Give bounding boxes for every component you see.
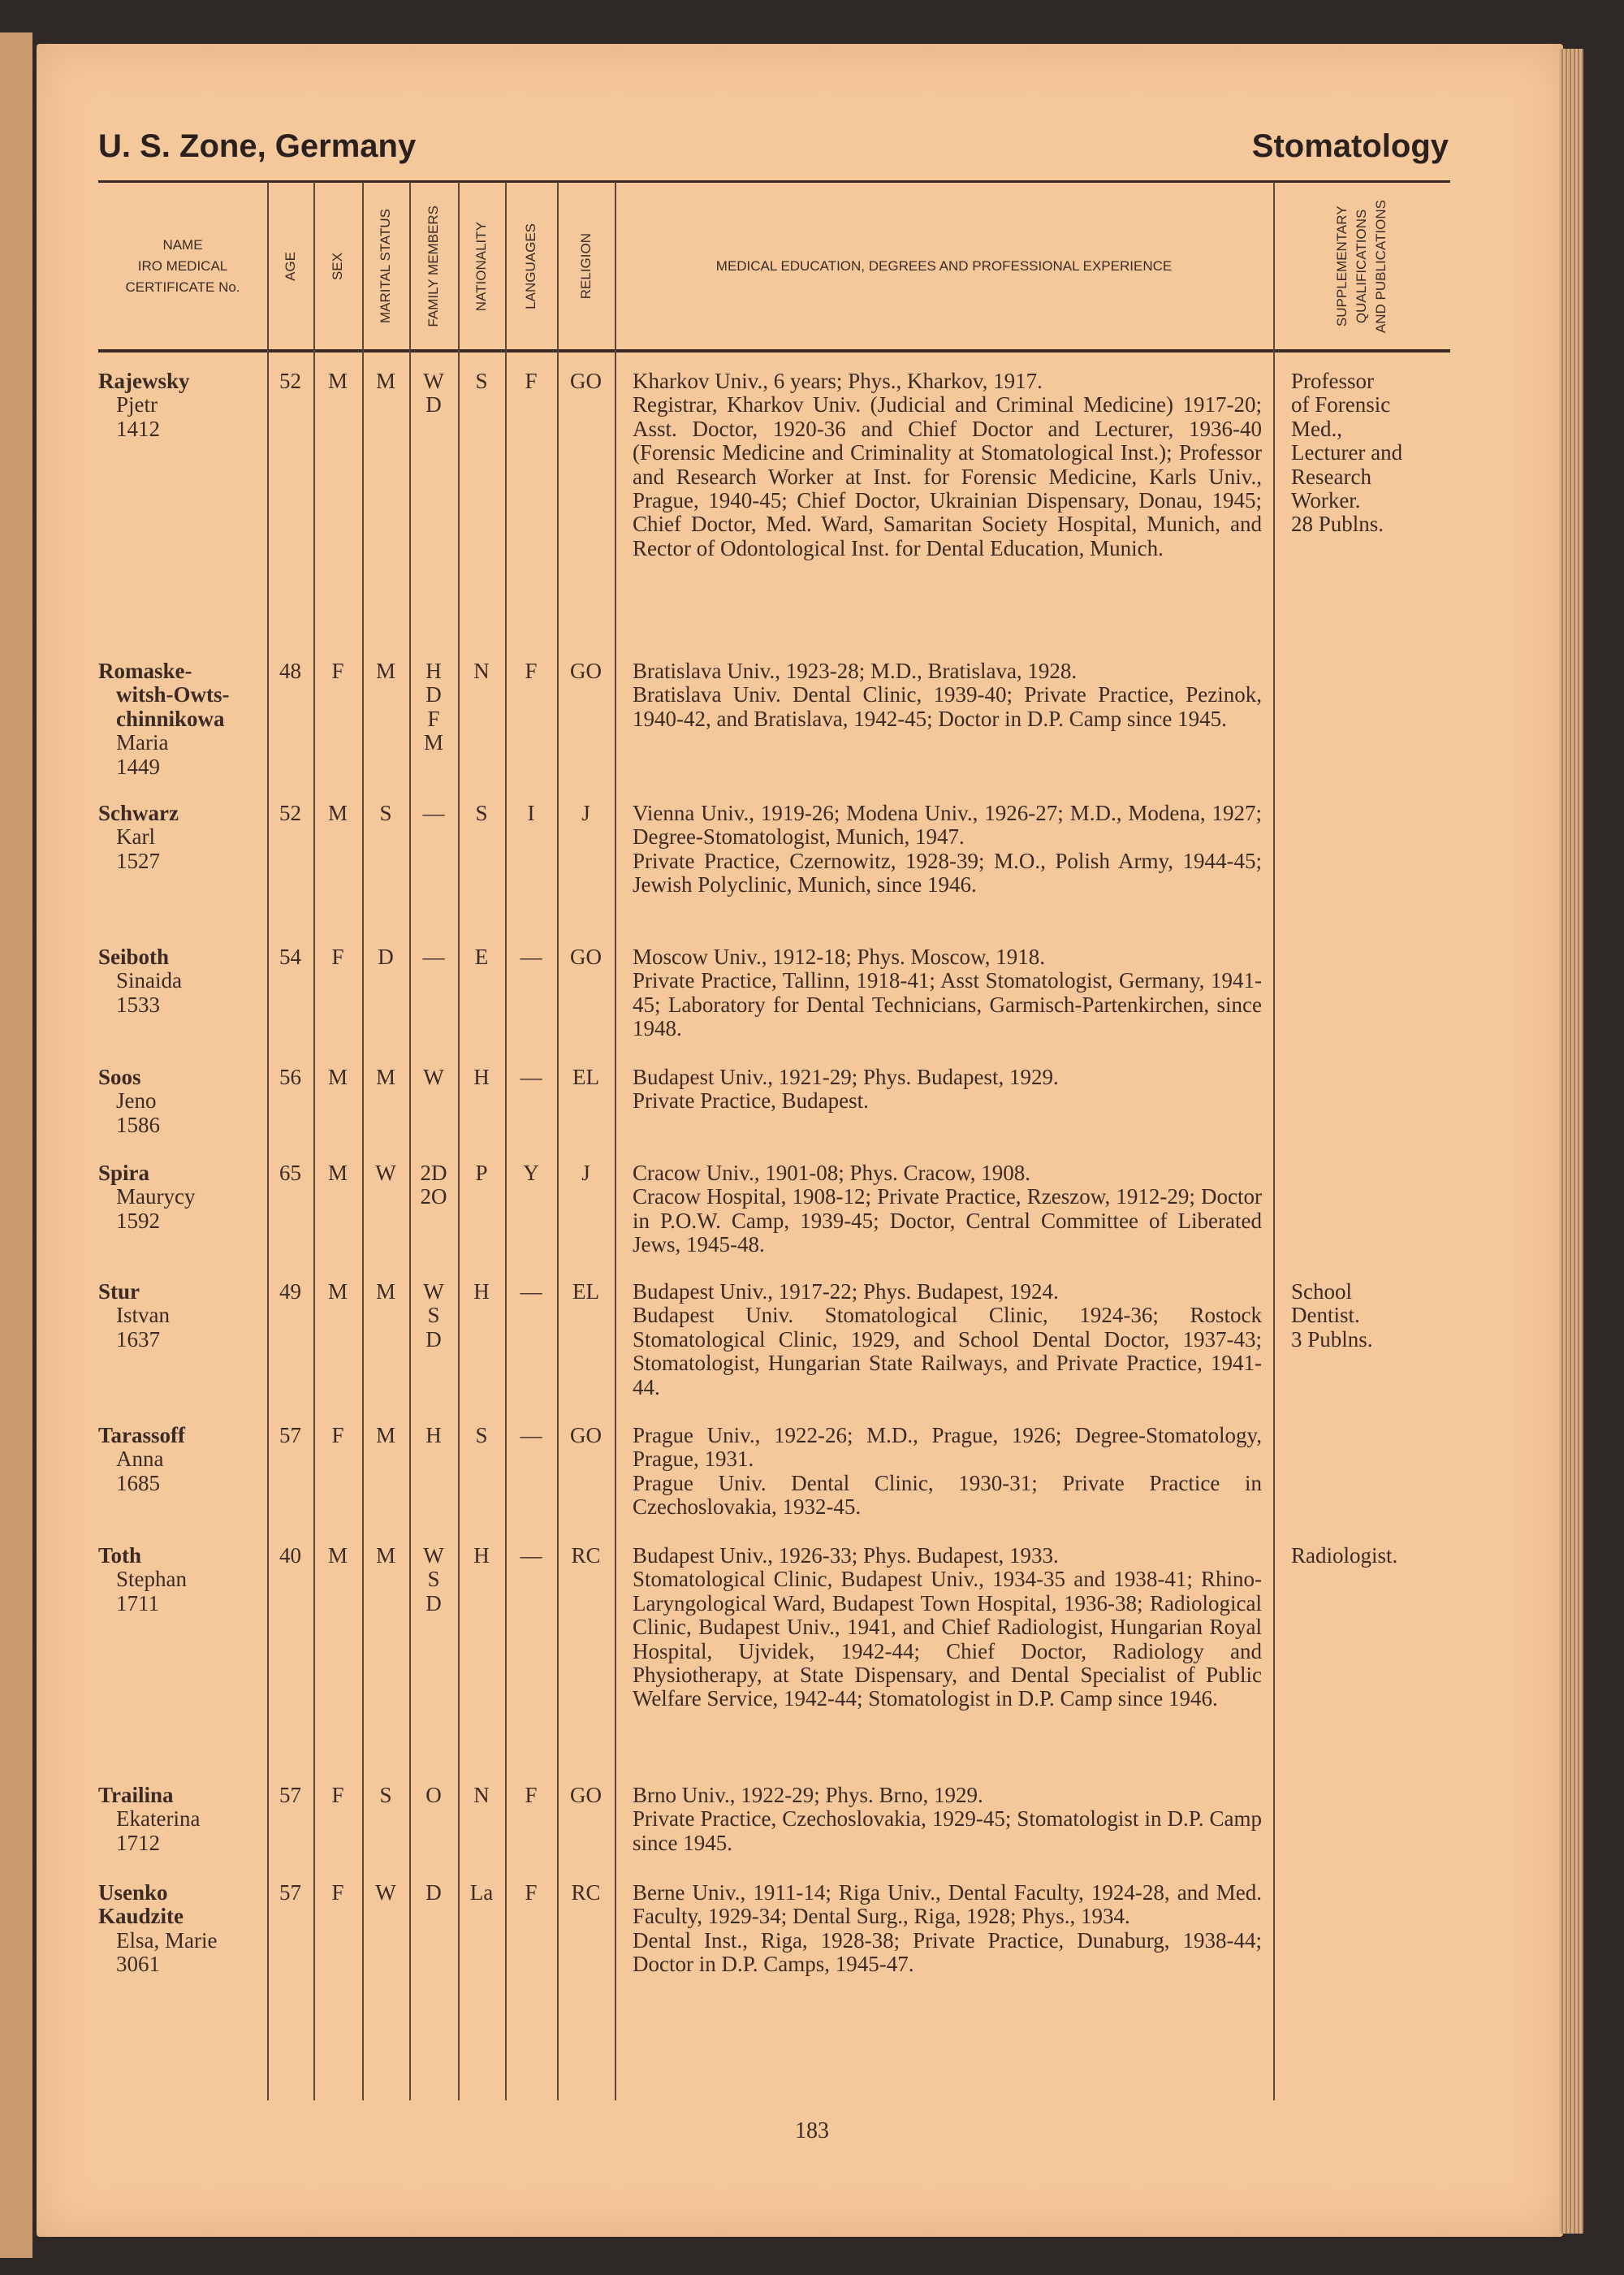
header-line: CERTIFICATE No. [125,279,240,295]
religion-cell: J [581,1161,590,1185]
surname-line: Romaske- [98,659,192,683]
supplementary-cell [1273,370,1450,560]
education-cell [615,1066,1273,1137]
nationality-cell: E [474,945,489,969]
surname-line: witsh-Owts- [116,682,230,707]
family-member: O [425,1783,442,1807]
supplementary-cell [1273,945,1450,1041]
table-row [98,1784,1450,1855]
languages-cell: F [525,659,538,683]
column-header-sex [313,184,362,349]
given-name: Ekaterina [116,1806,201,1832]
header-line: IRO MEDICAL [137,258,228,274]
religion-cell: EL [572,1065,599,1089]
family-member: F [427,706,440,731]
page-stack-edge [1559,49,1583,2234]
header-label: FAMILY MEMBERS [425,205,441,327]
column-header-marital-status [362,184,409,349]
education-paragraph: Brno Univ., 1922-29; Phys. Brno, 1929. [633,1783,983,1807]
family-members-cell [409,370,458,560]
education-paragraph: Budapest Univ., 1917-22; Phys. Budapest, 1924. [633,1279,1059,1304]
sex-cell: M [327,801,348,825]
column-header-education [615,184,1273,349]
certificate-number: 3061 [116,1952,160,1977]
age-cell: 52 [279,801,301,825]
sex-cell: F [331,1423,344,1447]
certificate-number: 1592 [116,1208,160,1233]
table-row [98,1424,1450,1520]
marital-status-cell: D [378,945,394,969]
marital-status-cell: M [375,369,395,393]
family-members-cell [409,945,458,1041]
given-name: Maurycy [116,1184,196,1209]
sex-cell: M [327,1161,348,1185]
supplementary-line: 28 Publns. [1291,512,1384,537]
supplementary-cell [1273,1066,1450,1137]
person-name-cell [98,1544,267,1711]
surname-line: Trailina [98,1783,174,1807]
languages-cell: — [520,1279,542,1304]
age-cell: 56 [279,1065,301,1089]
supplementary-line: Worker. [1291,488,1361,513]
table-row [98,1066,1450,1137]
education-paragraph: Kharkov Univ., 6 years; Phys., Kharkov, 1917. [633,369,1043,393]
education-cell [615,1280,1273,1399]
header-line: AND PUBLICATIONS [1373,199,1389,334]
header-line: QUALIFICATIONS [1354,209,1369,324]
person-name-cell [98,802,267,897]
given-name: Istvan [116,1303,170,1328]
marital-status-cell: S [379,1783,392,1807]
education-paragraph: Budapest Univ., 1926-33; Phys. Budapest, 1933. [633,1543,1059,1568]
supplementary-line: Research [1291,464,1371,489]
supplementary-cell [1273,802,1450,897]
sex-cell: M [327,1065,348,1089]
education-cell [615,370,1273,560]
given-name: Elsa, Marie [116,1927,218,1953]
age-cell: 48 [279,659,301,683]
nationality-cell: P [475,1161,488,1185]
family-member: M [423,730,443,755]
education-paragraph: Prague Univ., 1922-26; M.D., Prague, 1926; Degree-Stomatology, Prague, 1931. [633,1423,1262,1472]
education-paragraph: Budapest Univ. Stomatological Clinic, 1924-36; Rostock Stomatological Clinic, 1929, and School Dental Doctor, 1937-43; Stomatologist, Hungarian State Railways, and Private Practice, 1941-44. [633,1303,1262,1399]
person-name-cell [98,1161,267,1257]
supplementary-cell [1273,1161,1450,1257]
nationality-cell: H [473,1543,490,1568]
certificate-number: 1637 [116,1326,160,1352]
nationality-cell: S [475,369,488,393]
surname-line: Soos [98,1065,141,1089]
supplementary-line: Med., [1291,416,1342,441]
family-member: D [425,682,442,707]
marital-status-cell: M [375,1065,395,1089]
education-cell [615,1161,1273,1257]
surname-line: Spira [98,1161,150,1185]
surname-line: Usenko [98,1880,168,1905]
education-cell [615,1424,1273,1520]
column-header-nationality [458,184,505,349]
marital-status-cell: M [375,1423,395,1447]
age-cell: 40 [279,1543,301,1568]
table-row [98,1544,1450,1711]
table-row [98,660,1450,779]
languages-cell: — [520,945,542,969]
table-row [98,370,1450,560]
religion-cell: GO [570,945,602,969]
nationality-cell: S [475,1423,488,1447]
family-member: D [425,1880,442,1905]
certificate-number: 1449 [116,754,160,779]
header-label: RELIGION [577,233,594,300]
person-name-cell [98,1424,267,1520]
supplementary-line: 3 Publns. [1291,1326,1373,1352]
nationality-cell: S [475,801,488,825]
family-member: D [425,1326,442,1352]
header-label: LANGUAGES [523,223,538,309]
family-member: W [423,369,444,393]
education-paragraph: Bratislava Univ. Dental Clinic, 1939-40; Private Practice, Pezinok, 1940-42, and Bratislava, 1942-45; Doctor in D.P. Camp since 1945. [633,682,1262,731]
languages-cell: Y [523,1161,539,1185]
nationality-cell: H [473,1065,490,1089]
given-name: Anna [116,1447,164,1472]
education-cell [615,660,1273,779]
age-cell: 57 [279,1783,301,1807]
nationality-cell: N [473,659,490,683]
surname-line: Tarassoff [98,1423,186,1447]
running-header-left: U. S. Zone, Germany [98,128,417,164]
sex-cell: F [331,1880,344,1905]
family-members-cell [409,1066,458,1137]
person-name-cell [98,1280,267,1399]
surname-line: chinnikowa [116,706,225,731]
person-name-cell [98,660,267,779]
family-member: S [427,1567,440,1592]
education-paragraph: Dental Inst., Riga, 1928-38; Private Practice, Dunaburg, 1938-44; Doctor in D.P. Camps, 1945-47. [633,1927,1262,1977]
header-label: MARITAL STATUS [378,209,393,324]
education-paragraph: Prague Univ. Dental Clinic, 1930-31; Private Practice in Czechoslovakia, 1932-45. [633,1470,1262,1520]
header-line: NAME [162,237,203,253]
header-label: AGE [282,252,298,281]
given-name: Stephan [116,1567,187,1592]
education-paragraph: Stomatological Clinic, Budapest Univ., 1934-35 and 1938-41; Rhino-Laryngological Ward, Budapest Town Hospital, 1936-38; Radiological Clinic, Budapest Univ., 1941, and Chief Radiologist, Hungarian Royal Hospital, Ujvidek, 1942-44; Chief Doctor, Radiology and Physiotherapy, at State Dispensary, and Dental Specialist of Public Welfare Service, 1942-44; Stomatologist in D.P. Camp since 1946. [633,1567,1262,1711]
sex-cell: M [327,1543,348,1568]
header-label: SEX [330,252,345,281]
education-cell [615,945,1273,1041]
table-top-rule [98,180,1450,183]
education-cell [615,802,1273,897]
education-paragraph: Bratislava Univ., 1923-28; M.D., Bratislava, 1928. [633,659,1078,683]
education-paragraph: Budapest Univ., 1921-29; Phys. Budapest, 1929. [633,1065,1059,1089]
person-name-cell [98,1881,267,1977]
languages-cell: I [527,801,535,825]
sex-cell: F [331,1783,344,1807]
supplementary-line: School [1291,1279,1353,1304]
given-name: Karl [116,824,155,850]
age-cell: 57 [279,1880,301,1905]
supplementary-line: Dentist. [1291,1303,1360,1328]
religion-cell: EL [572,1279,599,1304]
education-paragraph: Private Practice, Budapest. [633,1088,869,1114]
table-row [98,1161,1450,1257]
family-members-cell [409,1544,458,1711]
religion-cell: RC [571,1880,601,1905]
religion-cell: GO [570,369,602,393]
supplementary-cell [1273,660,1450,779]
header-label [1332,200,1391,333]
family-members-cell [409,1280,458,1399]
family-member: H [425,659,442,683]
age-cell: 52 [279,369,301,393]
sex-cell: M [327,369,348,393]
languages-cell: F [525,369,538,393]
surname-line: Rajewsky [98,369,190,393]
education-paragraph: Private Practice, Czechoslovakia, 1929-45; Stomatologist in D.P. Camp since 1945. [633,1806,1262,1855]
certificate-number: 1527 [116,848,160,873]
column-header-age [267,184,313,349]
supplementary-line: Lecturer and [1291,440,1403,465]
given-name: Maria [116,730,169,755]
running-header-right: Stomatology [1251,128,1449,164]
education-cell [615,1784,1273,1855]
family-members-cell [409,1424,458,1520]
family-members-cell [409,1881,458,1977]
column-header-languages [505,184,557,349]
education-paragraph: Private Practice, Tallinn, 1918-41; Asst Stomatologist, Germany, 1941-45; Laboratory for Dental Technicians, Garmisch-Partenkirchen, since 1948. [633,968,1262,1041]
family-member: W [423,1065,444,1089]
surname-line: Toth [98,1543,142,1568]
table-row [98,1280,1450,1399]
supplementary-line: Radiologist. [1291,1543,1398,1568]
column-header-religion [557,184,615,349]
table-row [98,802,1450,897]
education-paragraph: Vienna Univ., 1919-26; Modena Univ., 1926-27; M.D., Modena, 1927; Degree-Stomatologist, Munich, 1947. [633,801,1262,850]
column-header-name [98,184,267,349]
education-cell [615,1544,1273,1711]
nationality-cell: La [469,1880,494,1905]
religion-cell: J [581,801,590,825]
supplementary-line: Professor [1291,369,1374,393]
education-cell [615,1881,1273,1977]
nationality-cell: N [473,1783,490,1807]
column-header-family-members [409,184,458,349]
education-paragraph: Private Practice, Czernowitz, 1928-39; M.O., Polish Army, 1944-45; Jewish Polyclinic, Munich, since 1946. [633,848,1262,897]
column-header-supplementary [1273,184,1450,349]
family-members-cell [409,802,458,897]
education-paragraph: Moscow Univ., 1912-18; Phys. Moscow, 1918. [633,945,1046,969]
education-paragraph: Registrar, Kharkov Univ. (Judicial and Criminal Medicine) 1917-20; Asst. Doctor, 1920-36 and Chief Doctor and Lecturer, 1936-40 (Forensic Medicine and Criminality at Stomatological Inst.); Professor and Research Worker at Inst. for Forensic Medicine, Karls Univ., Prague, 1940-45; Chief Doctor, Ukrainian Dispensary, Donau, 1945; Chief Doctor, Med. Ward, Samaritan Society Hospital, Munich, and Rector of Odontological Inst. for Dental Education, Munich. [633,392,1262,560]
certificate-number: 1412 [116,416,160,441]
family-member: — [422,801,445,825]
age-cell: 57 [279,1423,301,1447]
languages-cell: — [520,1543,542,1568]
certificate-number: 1711 [116,1590,159,1615]
education-paragraph: Cracow Univ., 1901-08; Phys. Cracow, 1908. [633,1161,1030,1185]
marital-status-cell: M [375,659,395,683]
certificate-number: 1586 [116,1112,160,1137]
family-members-cell [409,660,458,779]
nationality-cell: H [473,1279,490,1304]
certificate-number: 1712 [116,1830,160,1855]
family-member: D [425,392,442,417]
header-label: NATIONALITY [473,221,489,312]
surname-line: Schwarz [98,801,179,825]
header-label: MEDICAL EDUCATION, DEGREES AND PROFESSIONAL EXPERIENCE [715,258,1173,274]
religion-cell: RC [571,1543,601,1568]
languages-cell: — [520,1065,542,1089]
marital-status-cell: W [375,1161,396,1185]
family-member: 2D [420,1161,447,1185]
person-name-cell [98,1784,267,1855]
table-row [98,945,1450,1041]
previous-page-edge [0,32,32,2258]
supplementary-cell [1273,1280,1450,1399]
sex-cell: M [327,1279,348,1304]
family-member: S [427,1303,440,1328]
family-members-cell [409,1784,458,1855]
education-paragraph: Berne Univ., 1911-14; Riga Univ., Dental Faculty, 1924-28, and Med. Faculty, 1929-34; Dental Surg., Riga, 1928; Phys., 1934. [633,1880,1262,1929]
religion-cell: GO [570,1783,602,1807]
family-member: — [422,945,445,969]
header-line: SUPPLEMENTARY [1334,205,1350,327]
family-member: W [423,1543,444,1568]
family-member: 2O [420,1184,447,1209]
education-paragraph: Cracow Hospital, 1908-12; Private Practice, Rzeszow, 1912-29; Doctor in P.O.W. Camp, 1939-45; Doctor, Central Committee of Liberated Jews, 1945-48. [633,1184,1262,1257]
certificate-number: 1685 [116,1470,160,1495]
marital-status-cell: W [375,1880,396,1905]
person-name-cell [98,370,267,560]
family-member: H [425,1423,442,1447]
certificate-number: 1533 [116,992,160,1017]
sex-cell: F [331,659,344,683]
age-cell: 65 [279,1161,301,1185]
age-cell: 49 [279,1279,301,1304]
religion-cell: GO [570,1423,602,1447]
marital-status-cell: M [375,1543,395,1568]
family-members-cell [409,1161,458,1257]
supplementary-cell [1273,1424,1450,1520]
surname-line: Stur [98,1279,140,1304]
given-name: Pjetr [116,392,158,417]
surname-line: Kaudzite [98,1904,184,1929]
age-cell: 54 [279,945,301,969]
religion-cell: GO [570,659,602,683]
given-name: Sinaida [116,968,182,993]
marital-status-cell: S [379,801,392,825]
table-row [98,1881,1450,1977]
page-number: 183 [795,2118,829,2143]
languages-cell: F [525,1880,538,1905]
supplementary-line: of Forensic [1291,392,1391,417]
given-name: Jeno [116,1088,157,1114]
languages-cell: F [525,1783,538,1807]
person-name-cell [98,1066,267,1137]
supplementary-cell [1273,1881,1450,1977]
marital-status-cell: M [375,1279,395,1304]
table-header-rule [98,349,1450,352]
family-member: D [425,1590,442,1615]
person-name-cell [98,945,267,1041]
surname-line: Seiboth [98,945,170,969]
supplementary-cell [1273,1544,1450,1711]
sex-cell: F [331,945,344,969]
supplementary-cell [1273,1784,1450,1855]
languages-cell: — [520,1423,542,1447]
family-member: W [423,1279,444,1304]
